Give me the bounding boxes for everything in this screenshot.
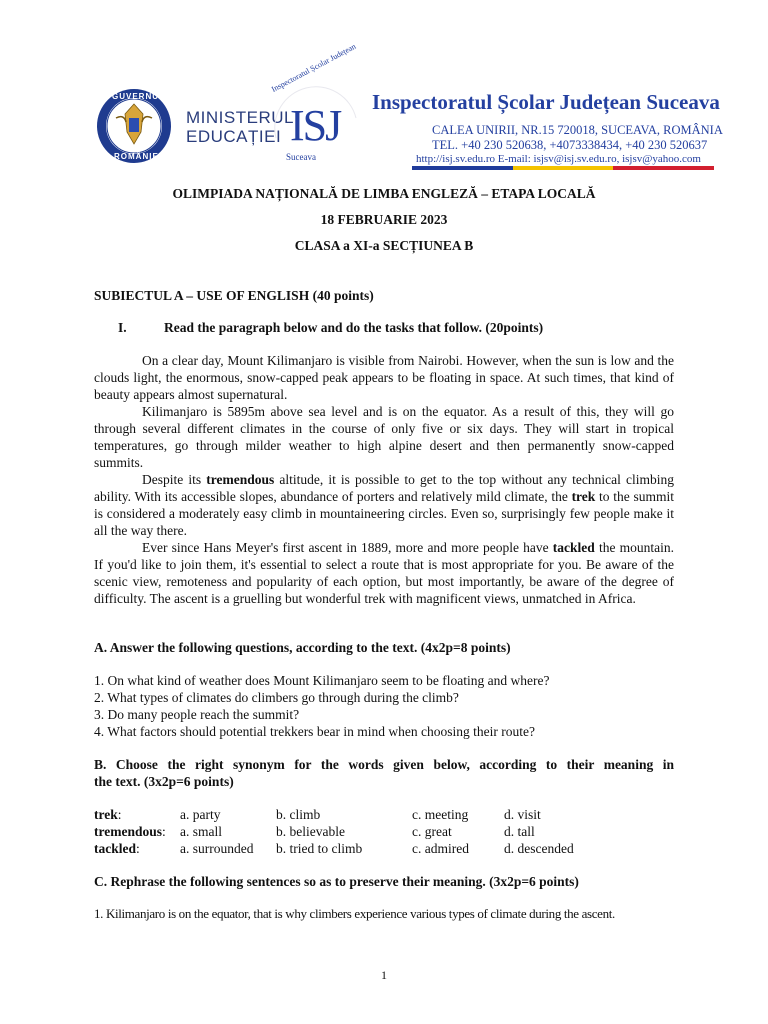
- option-c: c. great: [412, 824, 452, 839]
- question-1: 1. On what kind of weather does Mount Kilimanjaro seem to be floating and where?: [94, 673, 550, 688]
- task-b-heading-line2: the text. (3x2p=6 points): [94, 774, 234, 789]
- ministry-line1: MINISTERUL: [186, 108, 294, 127]
- option-c: c. meeting: [412, 807, 469, 822]
- ministry-line2: EDUCAȚIEI: [186, 127, 282, 146]
- paragraph-3: Despite its tremendous altitude, it is possible to get to the top without any technical climbing ability. With its accessible slopes, abundance of porters and relatively mild climate, the trek to the summit is considered a moderately easy climb in mountaineering circles. Even so, surprisingly few people make it all the way there.: [94, 472, 675, 538]
- question-4: 4. What factors should potential trekkers bear in mind when choosing their route?: [94, 724, 536, 739]
- seal-text-top: GUVERNUL: [112, 92, 165, 101]
- synonym-row: tremendous: a. small b. believable c. great d. tall: [94, 823, 574, 840]
- paragraph-2: Kilimanjaro is 5895m above sea level and is on the equator. As a result of this, they will go through several different climates in the course of only five or six days. They will start in tropical temperatures, go through milder weather to high alpine desert and then permanently snow-capped summits.: [94, 404, 674, 470]
- task-a-questions: [94, 672, 550, 740]
- paragraph-1: On a clear day, Mount Kilimanjaro is visible from Nairobi. However, when the sun is low and the clouds light, the enormous, snow-capped peak appears to be floating in space. At such times, that kind of beauty appears almost supernatural.: [94, 353, 674, 402]
- option-a: a. party: [180, 807, 221, 822]
- synonym-word: trek: [94, 807, 118, 822]
- option-a: a. small: [180, 824, 222, 839]
- isj-ring-bottom: Suceava: [286, 152, 316, 162]
- option-b: b. climb: [276, 807, 321, 822]
- isj-ring-top: Inspectoratul Școlar Județean: [270, 41, 358, 94]
- isj-mark: ISJ: [290, 101, 341, 150]
- flag-blue: [412, 166, 513, 170]
- option-d: d. visit: [504, 807, 541, 822]
- synonym-table: [94, 806, 574, 857]
- option-c: c. admired: [412, 841, 469, 856]
- keyword-trek: trek: [571, 489, 596, 504]
- option-b: b. tried to climb: [276, 841, 363, 856]
- task-c-heading: C. Rephrase the following sentences so as to preserve their meaning. (3x2p=6 points): [94, 874, 579, 889]
- keyword-tremendous: tremendous: [206, 472, 275, 487]
- olympiad-title: OLIMPIADA NAȚIONALĂ DE LIMBA ENGLEZĂ – ETAPA LOCALĂ: [172, 186, 596, 201]
- isj-address: [432, 123, 723, 153]
- question-3: 3. Do many people reach the summit?: [94, 707, 300, 722]
- synonym-word: tackled: [94, 841, 136, 856]
- task-b-heading-line1: B. Choose the right synonym for the words given below, according to their meaning in: [94, 757, 674, 772]
- option-d: d. descended: [504, 841, 574, 856]
- option-b: b. believable: [276, 824, 345, 839]
- synonym-row: trek: a. party b. climb c. meeting d. visit: [94, 806, 574, 823]
- task-b-heading: [94, 756, 674, 790]
- task-a-heading: A. Answer the following questions, according to the text. (4x2p=8 points): [94, 640, 511, 655]
- question-2: 2. What types of climates do climbers go through during the climb?: [94, 690, 459, 705]
- flag-yellow: [513, 166, 614, 170]
- reading-text: [94, 352, 674, 607]
- section-heading: Read the paragraph below and do the tasks that follow. (20points): [164, 320, 544, 335]
- option-a: a. surrounded: [180, 841, 254, 856]
- address-line2: TEL. +40 230 520638, +4073338434, +40 230 520637: [432, 138, 708, 152]
- address-line1: CALEA UNIRII, NR.15 720018, SUCEAVA, ROMÂNIA: [432, 123, 723, 137]
- page-number: 1: [381, 968, 387, 982]
- olympiad-class: CLASA a XI-a SECȚIUNEA B: [294, 238, 474, 253]
- flag-red: [613, 166, 714, 170]
- isj-logo: [266, 41, 366, 170]
- synonym-word: tremendous: [94, 824, 163, 839]
- address-line3: http://isj.sv.edu.ro E-mail: isjsv@isj.sv.edu.ro, isjsv@yahoo.com: [416, 153, 701, 165]
- synonym-row: tackled: a. surrounded b. tried to climb c. admired d. descended: [94, 841, 574, 856]
- keyword-tackled: tackled: [552, 540, 595, 555]
- isj-title: Inspectoratul Școlar Județean Suceava: [372, 90, 720, 114]
- flag-stripe: [412, 166, 714, 170]
- option-d: d. tall: [504, 824, 535, 839]
- rephrase-sentence-1: 1. Kilimanjaro is on the equator, that is why climbers experience various types of climate during the ascent.: [94, 906, 615, 921]
- olympiad-date: 18 FEBRUARIE 2023: [320, 212, 448, 227]
- section-number: I.: [118, 320, 127, 335]
- paragraph-4: Ever since Hans Meyer's first ascent in 1889, more and more people have tackled the mountain. If you'd like to join them, it's essential to select a route that is most appropriate for you. Be aware of the scenic view, remoteness and popularity of each option, but most importantly, be aware of the degree of difficulty. The ascent is a gruelling but wonderful trek with magnificent views, unmatched in Africa.: [94, 540, 674, 606]
- subject-heading: SUBIECTUL A – USE OF ENGLISH (40 points): [94, 288, 374, 303]
- seal-text-bottom: ROMÂNIEI: [114, 152, 162, 161]
